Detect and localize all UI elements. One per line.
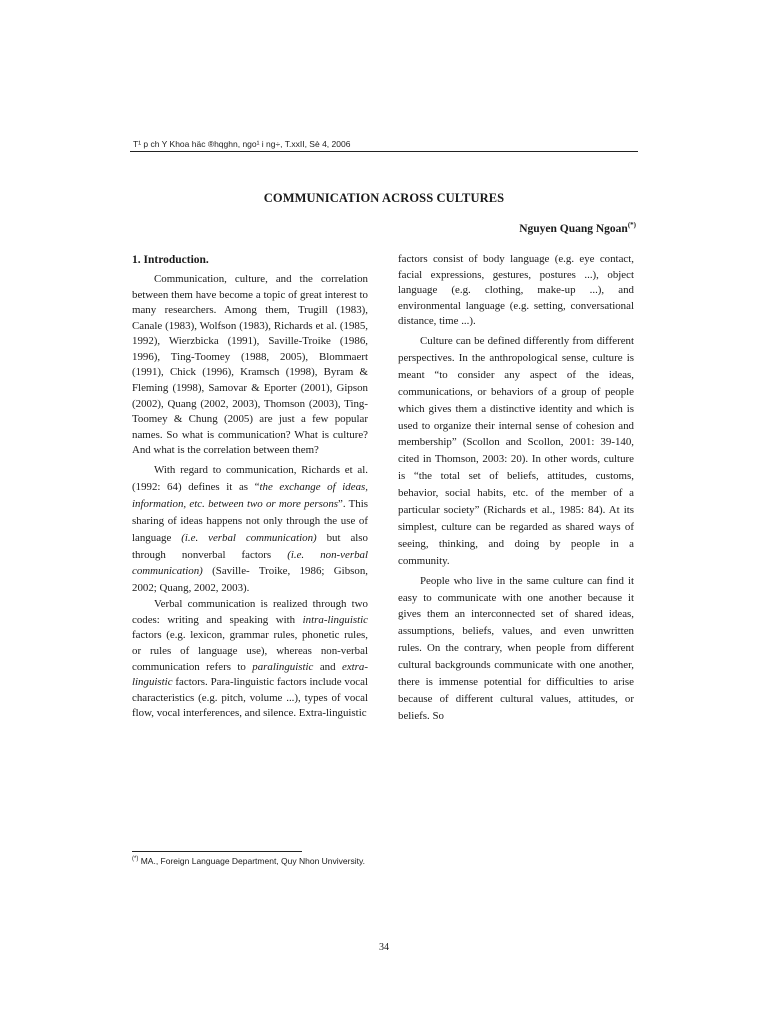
p3-text-g: factors. Para-linguistic factors include vocal characteristics (e.g. pitch, volume ...), types of vocal flow, vocal interferences, and silence. Extra-linguistic — [132, 676, 368, 720]
left-paragraph-3 — [132, 597, 368, 722]
p2-italic-verbal: (i.e. verbal communication) — [181, 531, 317, 544]
left-paragraph-2 — [132, 462, 368, 597]
header-rule — [130, 151, 638, 152]
footnote-mark: (*) — [132, 856, 139, 863]
right-paragraph-2: Culture can be defined differently from different perspectives. In the anthropological sense, culture is meant “to consider any aspect of the ideas, communications, or behaviors of a group of people which gives them a distinctive identity and which is used to organize their internal sense of cohesion and membership” (Scollon and Scollon, 2001: 39-140, cited in Thomson, 2003: 20). In other words, culture is “the total set of beliefs, attitudes, customs, behavior, social habits, etc. of the member of a particular society” (Richards et al., 1985: 84). At its simplest, culture can be regarded as shared ways of seeing, thinking, and doing by people in a community. — [398, 334, 634, 567]
p3-text-c: factors (e.g. lexicon, grammar rules, phonetic rules, or rules of language use), whereas non-verbal communication refers to — [132, 629, 368, 673]
p3-italic-para: paralinguistic — [252, 660, 314, 673]
left-paragraph-1: Communication, culture, and the correlation between them have become a topic of great interest to many researchers. Among them, Trugill (1983), Canale (1983), Wolfson (1983), Richards et al. (1985, 1992), Wierzbicka (1991), Saville-Troike (1986, 1996), Ting-Toomey (1988, 2005), Blommaert (1991), Chick (1996), Kramsch (1998), Byram & Fleming (1998), Samovar & Eporter (2001), Gipson (2002), Quang (2002, 2003), Thomson (2003), Ting-Toomey & Chung (2005) are just a few popular names. So what is communication? What is culture? And what is the correlation between them? — [132, 272, 368, 457]
page-number: 34 — [379, 942, 389, 953]
right-paragraph-1: factors consist of body language (e.g. eye contact, facial expressions, gestures, postures ...), object language (e.g. clothing, make-up ...), and environmental language (e.g. setting, conversational distance, time ...). — [398, 253, 634, 328]
right-paragraph-3: People who live in the same culture can find it easy to communicate with one another because it gives them an interconnected set of shared ideas, assumptions, beliefs, values, and even unwritten rules. On the contrary, when people from different cultural backgrounds communicate with one another, there is immense potential for difficulties to arise because of different cultural values, attitudes, or beliefs. So — [398, 574, 634, 722]
article-title: COMMUNICATION ACROSS CULTURES — [263, 191, 505, 205]
p2-text-e: but also through nonverbal factors — [132, 531, 368, 561]
p2-text-c: ”. This sharing of ideas happens not only through the use of language — [132, 497, 368, 544]
author-text: Nguyen Quang Ngoan — [519, 222, 628, 235]
p3-italic-extra: extra-linguistic — [132, 660, 368, 689]
footnote-rule — [132, 851, 302, 852]
author-name — [519, 221, 636, 235]
p3-italic-intra: intra-linguistic — [302, 613, 368, 626]
section-heading: 1. Introduction. — [132, 254, 209, 266]
p2-text-g: (Saville- Troike, 1986; Gibson, 2002; Quang, 2002, 2003). — [132, 565, 368, 595]
right-column — [398, 252, 634, 725]
running-head: T¹ p ch Y Khoa häc ®hqghn, ngo¹ i ng÷, T.xxII, Sè 4, 2006 — [133, 139, 351, 149]
p3-text-a: Verbal communication is realized through two codes: writing and speaking with — [132, 598, 368, 626]
p2-text-a: With regard to communication, Richards et al. (1992: 64) defines it as “ — [132, 464, 368, 493]
author-footnote-mark: (*) — [627, 221, 636, 229]
footnote — [132, 856, 632, 866]
p3-text-e: and — [313, 660, 342, 673]
p2-italic-definition: the exchange of ideas, information, etc. between two or more persons — [132, 480, 368, 510]
footnote-text: MA., Foreign Language Department, Quy Nhon Unviversity. — [138, 856, 365, 866]
left-column — [132, 252, 368, 722]
p2-italic-nonverbal: (i.e. non-verbal communication) — [132, 548, 368, 578]
